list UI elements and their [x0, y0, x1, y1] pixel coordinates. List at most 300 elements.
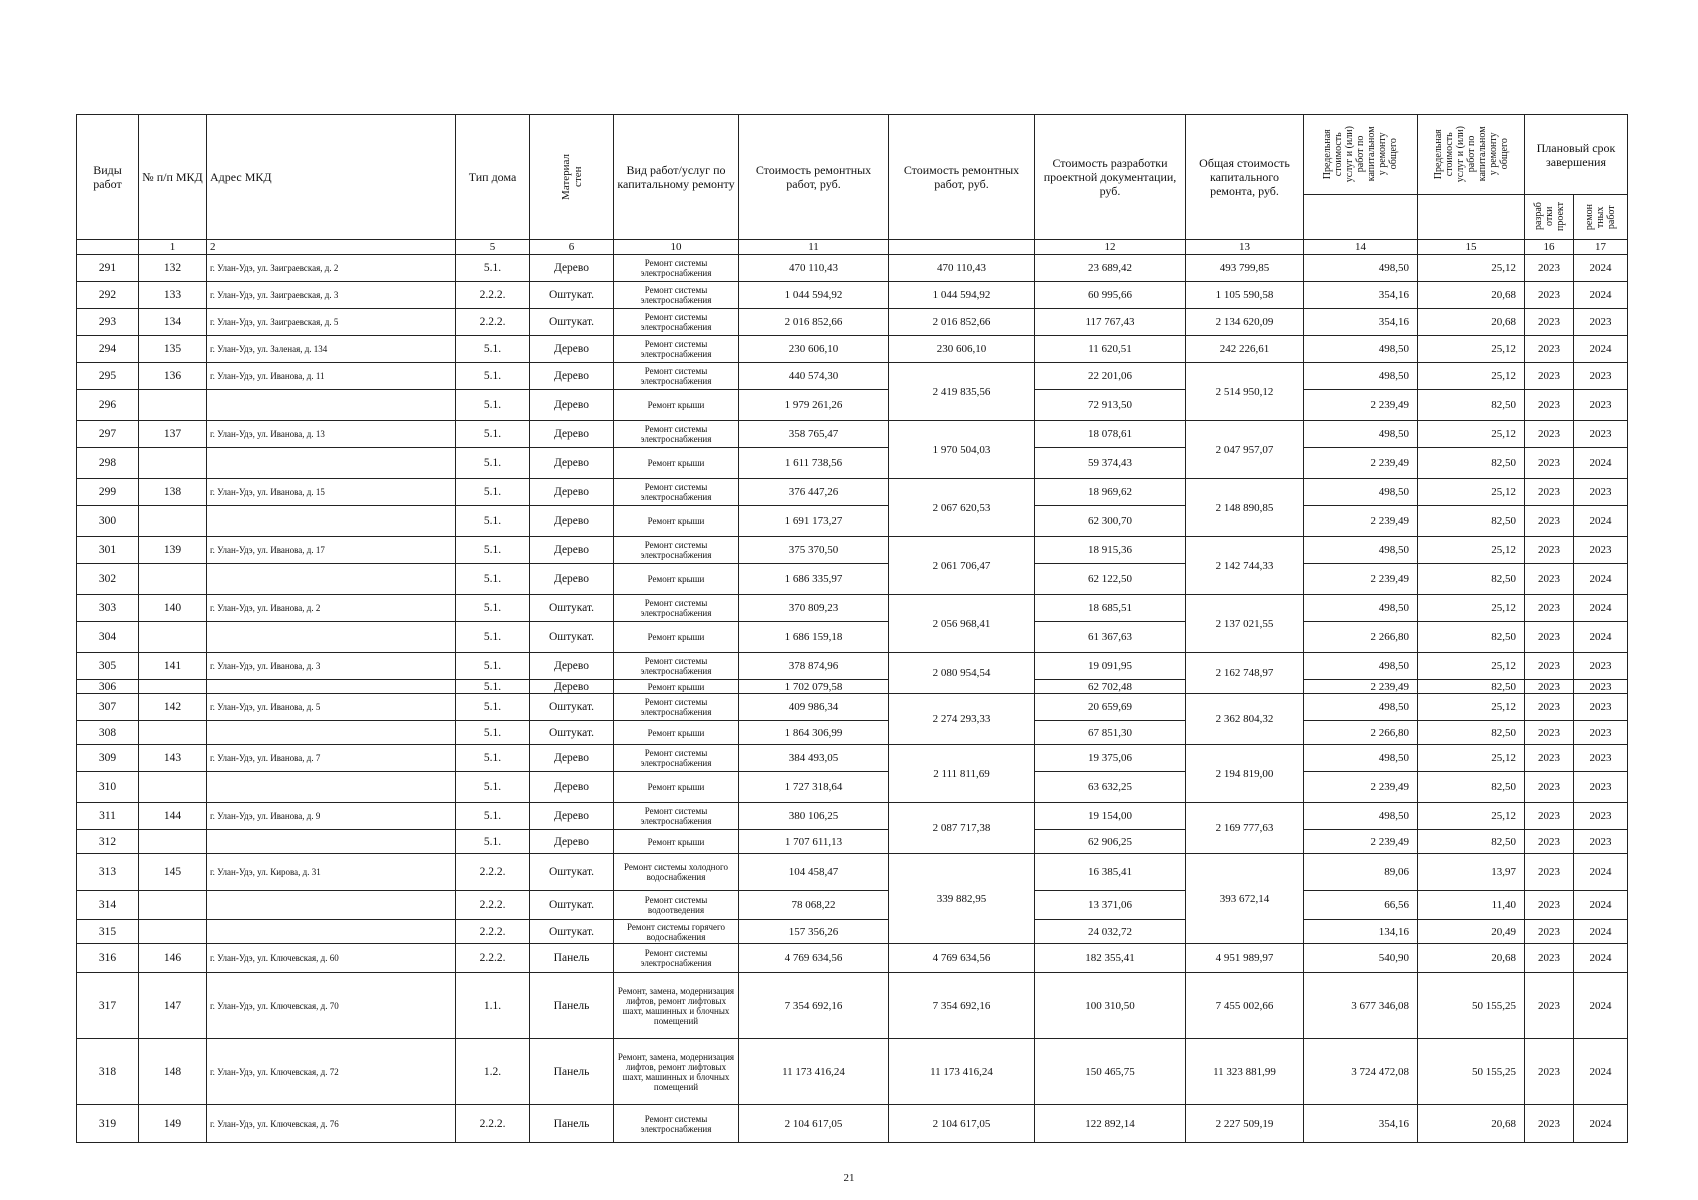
deadline-works: 2023 — [1574, 694, 1628, 721]
limit-cost-1: 354,16 — [1304, 309, 1418, 336]
address: г. Улан-Удэ, ул. Заиграевская, д. 5 — [207, 309, 456, 336]
work-type: Ремонт системы электроснабжения — [614, 309, 739, 336]
house-type: 5.1. — [456, 680, 530, 694]
wall-material: Дерево — [530, 680, 614, 694]
wall-material: Панель — [530, 1105, 614, 1143]
column-number: 14 — [1304, 240, 1418, 255]
deadline-project: 2023 — [1525, 1039, 1574, 1105]
repair-cost: 1 707 611,13 — [739, 830, 889, 854]
mkd-number — [139, 622, 207, 653]
total-cost: 2 137 021,55 — [1186, 595, 1304, 653]
repair-cost: 440 574,30 — [739, 363, 889, 390]
wall-material: Панель — [530, 944, 614, 973]
mkd-number — [139, 564, 207, 595]
repair-cost: 7 354 692,16 — [739, 973, 889, 1039]
address — [207, 564, 456, 595]
deadline-works: 2024 — [1574, 854, 1628, 891]
header-material-label: Материал стен — [559, 154, 584, 200]
work-type: Ремонт системы горячего водоснабжения — [614, 920, 739, 944]
limit-cost-2: 50 155,25 — [1418, 973, 1525, 1039]
total-cost: 2 194 819,00 — [1186, 745, 1304, 803]
project-cost: 62 702,48 — [1035, 680, 1186, 694]
table-row — [77, 680, 1628, 694]
limit-cost-1: 498,50 — [1304, 803, 1418, 830]
limit-cost-2: 82,50 — [1418, 564, 1525, 595]
repair-cost-total: 230 606,10 — [889, 336, 1035, 363]
limit-cost-1: 498,50 — [1304, 653, 1418, 680]
header-stoimost-1: Стоимость ремонтных работ, руб. — [739, 115, 889, 240]
house-type: 5.1. — [456, 653, 530, 680]
wall-material: Дерево — [530, 421, 614, 448]
header-predel-1-sub — [1304, 195, 1418, 240]
project-cost: 182 355,41 — [1035, 944, 1186, 973]
row-number: 297 — [77, 421, 139, 448]
wall-material: Дерево — [530, 479, 614, 506]
header-vid-rabot: Виды работ — [77, 115, 139, 240]
header-stoimost-2: Стоимость ремонтных работ, руб. — [889, 115, 1035, 240]
address: г. Улан-Удэ, ул. Заленая, д. 134 — [207, 336, 456, 363]
deadline-project: 2023 — [1525, 282, 1574, 309]
house-type: 5.1. — [456, 772, 530, 803]
wall-material: Оштукат. — [530, 891, 614, 920]
repair-cost: 375 370,50 — [739, 537, 889, 564]
address: г. Улан-Удэ, ул. Иванова, д. 15 — [207, 479, 456, 506]
limit-cost-1: 540,90 — [1304, 944, 1418, 973]
mkd-number: 134 — [139, 309, 207, 336]
deadline-works: 2023 — [1574, 421, 1628, 448]
table-row — [77, 282, 1628, 309]
header-obshaya: Общая стоимость капитального ремонта, руб. — [1186, 115, 1304, 240]
limit-cost-1: 2 239,49 — [1304, 506, 1418, 537]
house-type: 5.1. — [456, 421, 530, 448]
deadline-project: 2023 — [1525, 1105, 1574, 1143]
project-cost: 122 892,14 — [1035, 1105, 1186, 1143]
project-cost: 61 367,63 — [1035, 622, 1186, 653]
total-cost: 2 047 957,07 — [1186, 421, 1304, 479]
repair-cost: 1 702 079,58 — [739, 680, 889, 694]
deadline-works: 2023 — [1574, 479, 1628, 506]
limit-cost-1: 2 266,80 — [1304, 622, 1418, 653]
work-type: Ремонт системы холодного водоснабжения — [614, 854, 739, 891]
limit-cost-1: 3 677 346,08 — [1304, 973, 1418, 1039]
table-row — [77, 745, 1628, 772]
capital-repair-table-sheet — [76, 114, 1627, 1161]
total-cost: 2 142 744,33 — [1186, 537, 1304, 595]
deadline-project: 2023 — [1525, 772, 1574, 803]
deadline-project: 2023 — [1525, 680, 1574, 694]
repair-cost: 1 727 318,64 — [739, 772, 889, 803]
address — [207, 891, 456, 920]
row-number: 295 — [77, 363, 139, 390]
total-cost: 11 323 881,99 — [1186, 1039, 1304, 1105]
project-cost: 62 906,25 — [1035, 830, 1186, 854]
mkd-number: 143 — [139, 745, 207, 772]
house-type: 2.2.2. — [456, 944, 530, 973]
deadline-works: 2023 — [1574, 745, 1628, 772]
project-cost: 23 689,42 — [1035, 255, 1186, 282]
work-type: Ремонт крыши — [614, 772, 739, 803]
project-cost: 150 465,75 — [1035, 1039, 1186, 1105]
limit-cost-1: 498,50 — [1304, 745, 1418, 772]
deadline-works: 2023 — [1574, 390, 1628, 421]
total-cost: 2 169 777,63 — [1186, 803, 1304, 854]
deadline-project: 2023 — [1525, 653, 1574, 680]
wall-material: Панель — [530, 1039, 614, 1105]
deadline-project: 2023 — [1525, 830, 1574, 854]
work-type: Ремонт системы электроснабжения — [614, 694, 739, 721]
deadline-works: 2024 — [1574, 973, 1628, 1039]
wall-material: Дерево — [530, 772, 614, 803]
wall-material: Оштукат. — [530, 920, 614, 944]
repair-cost-total: 4 769 634,56 — [889, 944, 1035, 973]
deadline-works: 2023 — [1574, 721, 1628, 745]
column-number: 2 — [207, 240, 456, 255]
deadline-project: 2023 — [1525, 944, 1574, 973]
table-row — [77, 891, 1628, 920]
address: г. Улан-Удэ, ул. Иванова, д. 7 — [207, 745, 456, 772]
repair-cost-total: 339 882,95 — [889, 854, 1035, 944]
address: г. Улан-Удэ, ул. Иванова, д. 13 — [207, 421, 456, 448]
total-cost: 2 362 804,32 — [1186, 694, 1304, 745]
project-cost: 63 632,25 — [1035, 772, 1186, 803]
mkd-number: 136 — [139, 363, 207, 390]
limit-cost-1: 498,50 — [1304, 595, 1418, 622]
work-type: Ремонт системы электроснабжения — [614, 479, 739, 506]
limit-cost-2: 82,50 — [1418, 721, 1525, 745]
work-type: Ремонт крыши — [614, 830, 739, 854]
address — [207, 680, 456, 694]
table-row — [77, 421, 1628, 448]
repair-cost: 470 110,43 — [739, 255, 889, 282]
house-type: 5.1. — [456, 622, 530, 653]
limit-cost-1: 498,50 — [1304, 421, 1418, 448]
wall-material: Дерево — [530, 653, 614, 680]
house-type: 5.1. — [456, 595, 530, 622]
house-type: 1.2. — [456, 1039, 530, 1105]
deadline-works: 2024 — [1574, 920, 1628, 944]
limit-cost-2: 82,50 — [1418, 680, 1525, 694]
deadline-project: 2023 — [1525, 363, 1574, 390]
deadline-works: 2024 — [1574, 448, 1628, 479]
column-number: 13 — [1186, 240, 1304, 255]
limit-cost-2: 25,12 — [1418, 255, 1525, 282]
row-number: 305 — [77, 653, 139, 680]
total-cost: 2 162 748,97 — [1186, 653, 1304, 694]
limit-cost-1: 3 724 472,08 — [1304, 1039, 1418, 1105]
column-number: 15 — [1418, 240, 1525, 255]
deadline-works: 2024 — [1574, 944, 1628, 973]
wall-material: Оштукат. — [530, 309, 614, 336]
work-type: Ремонт крыши — [614, 622, 739, 653]
column-number: 17 — [1574, 240, 1628, 255]
header-srok-proekt — [1525, 195, 1574, 240]
house-type: 2.2.2. — [456, 920, 530, 944]
deadline-works: 2024 — [1574, 255, 1628, 282]
wall-material: Дерево — [530, 506, 614, 537]
limit-cost-2: 20,68 — [1418, 1105, 1525, 1143]
column-number: 5 — [456, 240, 530, 255]
address: г. Улан-Удэ, ул. Иванова, д. 3 — [207, 653, 456, 680]
deadline-works: 2023 — [1574, 680, 1628, 694]
limit-cost-2: 82,50 — [1418, 830, 1525, 854]
deadline-project: 2023 — [1525, 920, 1574, 944]
deadline-project: 2023 — [1525, 803, 1574, 830]
address: г. Улан-Удэ, ул. Заиграевская, д. 3 — [207, 282, 456, 309]
repair-cost: 409 986,34 — [739, 694, 889, 721]
row-number: 300 — [77, 506, 139, 537]
house-type: 5.1. — [456, 255, 530, 282]
limit-cost-1: 134,16 — [1304, 920, 1418, 944]
table-row — [77, 694, 1628, 721]
work-type: Ремонт крыши — [614, 680, 739, 694]
address: г. Улан-Удэ, ул. Заиграевская, д. 2 — [207, 255, 456, 282]
deadline-works: 2024 — [1574, 282, 1628, 309]
mkd-number: 138 — [139, 479, 207, 506]
house-type: 5.1. — [456, 390, 530, 421]
limit-cost-2: 13,97 — [1418, 854, 1525, 891]
repair-cost: 1 864 306,99 — [739, 721, 889, 745]
limit-cost-2: 25,12 — [1418, 421, 1525, 448]
deadline-project: 2023 — [1525, 891, 1574, 920]
wall-material: Оштукат. — [530, 595, 614, 622]
project-cost: 62 300,70 — [1035, 506, 1186, 537]
repair-cost: 78 068,22 — [739, 891, 889, 920]
repair-cost: 1 611 738,56 — [739, 448, 889, 479]
deadline-works: 2024 — [1574, 336, 1628, 363]
address — [207, 721, 456, 745]
house-type: 2.2.2. — [456, 309, 530, 336]
header-predel-2 — [1418, 115, 1525, 195]
table-row — [77, 448, 1628, 479]
deadline-project: 2023 — [1525, 694, 1574, 721]
project-cost: 11 620,51 — [1035, 336, 1186, 363]
work-type: Ремонт, замена, модернизация лифтов, ремонт лифтовых шахт, машинных и блочных помещений — [614, 973, 739, 1039]
work-type: Ремонт системы электроснабжения — [614, 282, 739, 309]
row-number: 296 — [77, 390, 139, 421]
table-row — [77, 564, 1628, 595]
house-type: 5.1. — [456, 745, 530, 772]
project-cost: 72 913,50 — [1035, 390, 1186, 421]
row-number: 299 — [77, 479, 139, 506]
mkd-number: 149 — [139, 1105, 207, 1143]
table-row — [77, 653, 1628, 680]
header-srok-proekt-label: разраб отки проект — [1532, 202, 1566, 232]
limit-cost-2: 25,12 — [1418, 745, 1525, 772]
total-cost: 4 951 989,97 — [1186, 944, 1304, 973]
limit-cost-1: 2 266,80 — [1304, 721, 1418, 745]
repair-cost-total: 2 104 617,05 — [889, 1105, 1035, 1143]
header-predel-1 — [1304, 115, 1418, 195]
header-predel-2-label: Предельная стоимость услуг и (или) работ по капитальном у ремонту общего — [1432, 126, 1510, 183]
mkd-number: 139 — [139, 537, 207, 564]
row-number: 312 — [77, 830, 139, 854]
house-type: 2.2.2. — [456, 891, 530, 920]
work-type: Ремонт системы электроснабжения — [614, 363, 739, 390]
table-row — [77, 920, 1628, 944]
limit-cost-2: 25,12 — [1418, 479, 1525, 506]
row-number: 306 — [77, 680, 139, 694]
project-cost: 22 201,06 — [1035, 363, 1186, 390]
table-row — [77, 803, 1628, 830]
limit-cost-2: 82,50 — [1418, 622, 1525, 653]
deadline-works: 2024 — [1574, 1039, 1628, 1105]
project-cost: 20 659,69 — [1035, 694, 1186, 721]
repair-cost: 1 686 335,97 — [739, 564, 889, 595]
deadline-works: 2023 — [1574, 363, 1628, 390]
repair-cost: 4 769 634,56 — [739, 944, 889, 973]
deadline-works: 2024 — [1574, 595, 1628, 622]
table-row — [77, 854, 1628, 891]
table-row — [77, 309, 1628, 336]
table-row — [77, 390, 1628, 421]
deadline-project: 2023 — [1525, 854, 1574, 891]
project-cost: 24 032,72 — [1035, 920, 1186, 944]
address — [207, 622, 456, 653]
deadline-works: 2023 — [1574, 537, 1628, 564]
mkd-number — [139, 891, 207, 920]
work-type: Ремонт крыши — [614, 448, 739, 479]
address: г. Улан-Удэ, ул. Ключевская, д. 60 — [207, 944, 456, 973]
row-number: 298 — [77, 448, 139, 479]
limit-cost-2: 25,12 — [1418, 803, 1525, 830]
wall-material: Дерево — [530, 390, 614, 421]
wall-material: Дерево — [530, 448, 614, 479]
repair-cost-total: 2 061 706,47 — [889, 537, 1035, 595]
work-type: Ремонт системы электроснабжения — [614, 537, 739, 564]
row-number: 307 — [77, 694, 139, 721]
total-cost: 7 455 002,66 — [1186, 973, 1304, 1039]
wall-material: Дерево — [530, 745, 614, 772]
project-cost: 100 310,50 — [1035, 973, 1186, 1039]
limit-cost-2: 25,12 — [1418, 336, 1525, 363]
mkd-number: 137 — [139, 421, 207, 448]
column-number: 16 — [1525, 240, 1574, 255]
row-number: 291 — [77, 255, 139, 282]
limit-cost-1: 354,16 — [1304, 1105, 1418, 1143]
project-cost: 16 385,41 — [1035, 854, 1186, 891]
mkd-number: 141 — [139, 653, 207, 680]
deadline-project: 2023 — [1525, 745, 1574, 772]
limit-cost-2: 20,49 — [1418, 920, 1525, 944]
repair-cost-total: 2 419 835,56 — [889, 363, 1035, 421]
row-number: 314 — [77, 891, 139, 920]
limit-cost-2: 20,68 — [1418, 309, 1525, 336]
repair-cost: 104 458,47 — [739, 854, 889, 891]
deadline-project: 2023 — [1525, 448, 1574, 479]
limit-cost-2: 82,50 — [1418, 390, 1525, 421]
address: г. Улан-Удэ, ул. Иванова, д. 2 — [207, 595, 456, 622]
address: г. Улан-Удэ, ул. Иванова, д. 17 — [207, 537, 456, 564]
address — [207, 830, 456, 854]
row-number: 304 — [77, 622, 139, 653]
deadline-works: 2024 — [1574, 1105, 1628, 1143]
header-predel-1-label: Предельная стоимость услуг и (или) работ по капитальном у ремонту общего — [1322, 126, 1399, 183]
work-type: Ремонт системы электроснабжения — [614, 421, 739, 448]
header-predel-2-sub — [1418, 195, 1525, 240]
column-number — [889, 240, 1035, 255]
column-numbers-row — [77, 240, 1628, 255]
mkd-number — [139, 920, 207, 944]
limit-cost-1: 498,50 — [1304, 694, 1418, 721]
work-type: Ремонт системы электроснабжения — [614, 944, 739, 973]
project-cost: 13 371,06 — [1035, 891, 1186, 920]
total-cost: 2 148 890,85 — [1186, 479, 1304, 537]
header-srok-rabot — [1574, 195, 1628, 240]
row-number: 311 — [77, 803, 139, 830]
deadline-works: 2024 — [1574, 622, 1628, 653]
mkd-number: 132 — [139, 255, 207, 282]
deadline-project: 2023 — [1525, 479, 1574, 506]
repair-cost-total: 7 354 692,16 — [889, 973, 1035, 1039]
limit-cost-2: 25,12 — [1418, 694, 1525, 721]
column-number: 6 — [530, 240, 614, 255]
row-number: 318 — [77, 1039, 139, 1105]
mkd-number: 148 — [139, 1039, 207, 1105]
work-type: Ремонт крыши — [614, 564, 739, 595]
house-type: 2.2.2. — [456, 1105, 530, 1143]
project-cost: 59 374,43 — [1035, 448, 1186, 479]
column-number: 1 — [139, 240, 207, 255]
repair-cost: 1 979 261,26 — [739, 390, 889, 421]
mkd-number: 146 — [139, 944, 207, 973]
repair-cost: 1 044 594,92 — [739, 282, 889, 309]
limit-cost-2: 20,68 — [1418, 944, 1525, 973]
table-row — [77, 595, 1628, 622]
table-row — [77, 336, 1628, 363]
house-type: 5.1. — [456, 363, 530, 390]
table-row — [77, 721, 1628, 745]
work-type: Ремонт крыши — [614, 721, 739, 745]
project-cost: 67 851,30 — [1035, 721, 1186, 745]
address — [207, 506, 456, 537]
repair-cost: 380 106,25 — [739, 803, 889, 830]
mkd-number: 135 — [139, 336, 207, 363]
row-number: 315 — [77, 920, 139, 944]
limit-cost-2: 25,12 — [1418, 595, 1525, 622]
table-body — [77, 255, 1628, 1143]
table-row — [77, 973, 1628, 1039]
address: г. Улан-Удэ, ул. Иванова, д. 11 — [207, 363, 456, 390]
wall-material: Дерево — [530, 564, 614, 595]
mkd-number — [139, 448, 207, 479]
total-cost: 393 672,14 — [1186, 854, 1304, 944]
address: г. Улан-Удэ, ул. Ключевская, д. 72 — [207, 1039, 456, 1105]
project-cost: 19 091,95 — [1035, 653, 1186, 680]
row-number: 308 — [77, 721, 139, 745]
project-cost: 117 767,43 — [1035, 309, 1186, 336]
project-cost: 62 122,50 — [1035, 564, 1186, 595]
row-number: 293 — [77, 309, 139, 336]
address: г. Улан-Удэ, ул. Кирова, д. 31 — [207, 854, 456, 891]
row-number: 294 — [77, 336, 139, 363]
table-row — [77, 255, 1628, 282]
header-proekt: Стоимость разработки проектной документации, руб. — [1035, 115, 1186, 240]
mkd-number — [139, 680, 207, 694]
repair-cost: 157 356,26 — [739, 920, 889, 944]
house-type: 5.1. — [456, 479, 530, 506]
deadline-project: 2023 — [1525, 564, 1574, 595]
repair-cost-total: 2 067 620,53 — [889, 479, 1035, 537]
column-number: 11 — [739, 240, 889, 255]
house-type: 5.1. — [456, 721, 530, 745]
address — [207, 920, 456, 944]
deadline-works: 2023 — [1574, 803, 1628, 830]
address — [207, 390, 456, 421]
work-type: Ремонт крыши — [614, 390, 739, 421]
row-number: 302 — [77, 564, 139, 595]
total-cost: 2 514 950,12 — [1186, 363, 1304, 421]
limit-cost-2: 50 155,25 — [1418, 1039, 1525, 1105]
